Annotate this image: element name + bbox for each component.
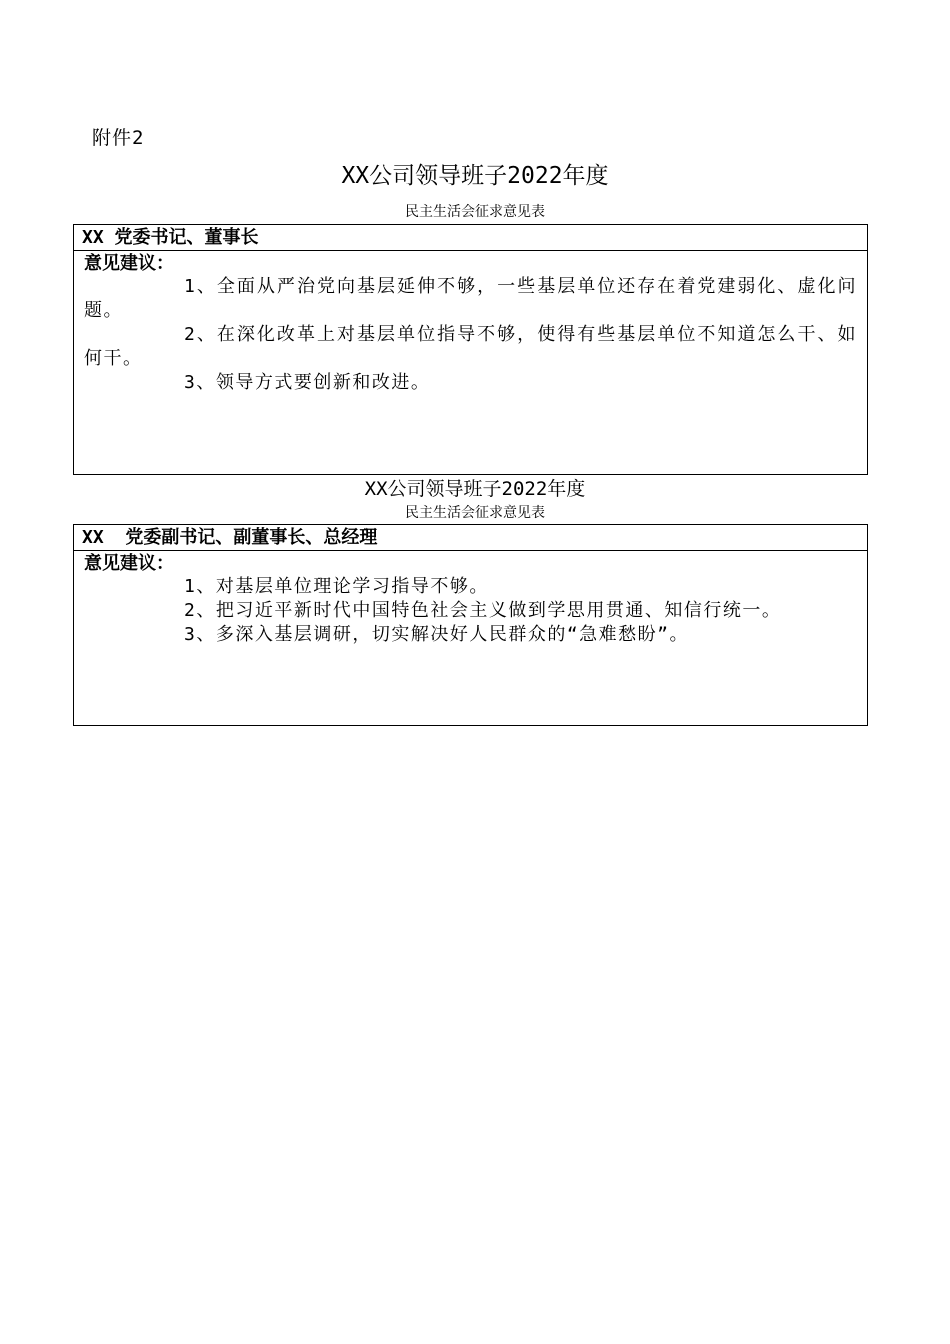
form-1-person-row: XX 党委书记、董事长 bbox=[74, 225, 867, 251]
form-2-opinion-label: 意见建议： bbox=[84, 553, 174, 574]
opinion-item: 1、对基层单位理论学习指导不够。 bbox=[184, 576, 489, 597]
attachment-label: 附件2 bbox=[92, 127, 145, 149]
form-2-person-row: XX 党委副书记、副董事长、总经理 bbox=[74, 525, 867, 551]
form-1-opinion-cell bbox=[74, 251, 867, 395]
form-2-opinion-cell bbox=[74, 551, 867, 647]
form-2-title: XX公司领导班子2022年度 bbox=[364, 478, 586, 500]
opinion-item: 1、全面从严治党向基层延伸不够，一些基层单位还存在着党建弱化、虚化问题。 bbox=[84, 276, 857, 321]
form-1-title: XX公司领导班子2022年度 bbox=[341, 163, 609, 189]
opinion-form-1 bbox=[73, 224, 868, 475]
form-1-opinion-list bbox=[84, 275, 857, 395]
opinion-item: 2、把习近平新时代中国特色社会主义做到学思用贯通、知信行统一。 bbox=[184, 600, 782, 621]
form-1-subtitle: 民主生活会征求意见表 bbox=[405, 204, 545, 220]
opinion-item: 3、领导方式要创新和改进。 bbox=[184, 372, 431, 393]
form-2-subtitle: 民主生活会征求意见表 bbox=[405, 505, 545, 521]
opinion-form-2 bbox=[73, 524, 868, 726]
opinion-item: 2、在深化改革上对基层单位指导不够，使得有些基层单位不知道怎么干、如何干。 bbox=[84, 324, 857, 369]
opinion-item: 3、多深入基层调研，切实解决好人民群众的“急难愁盼”。 bbox=[184, 624, 690, 645]
form-2-opinion-list bbox=[84, 575, 857, 647]
form-1-opinion-label: 意见建议： bbox=[84, 253, 174, 274]
